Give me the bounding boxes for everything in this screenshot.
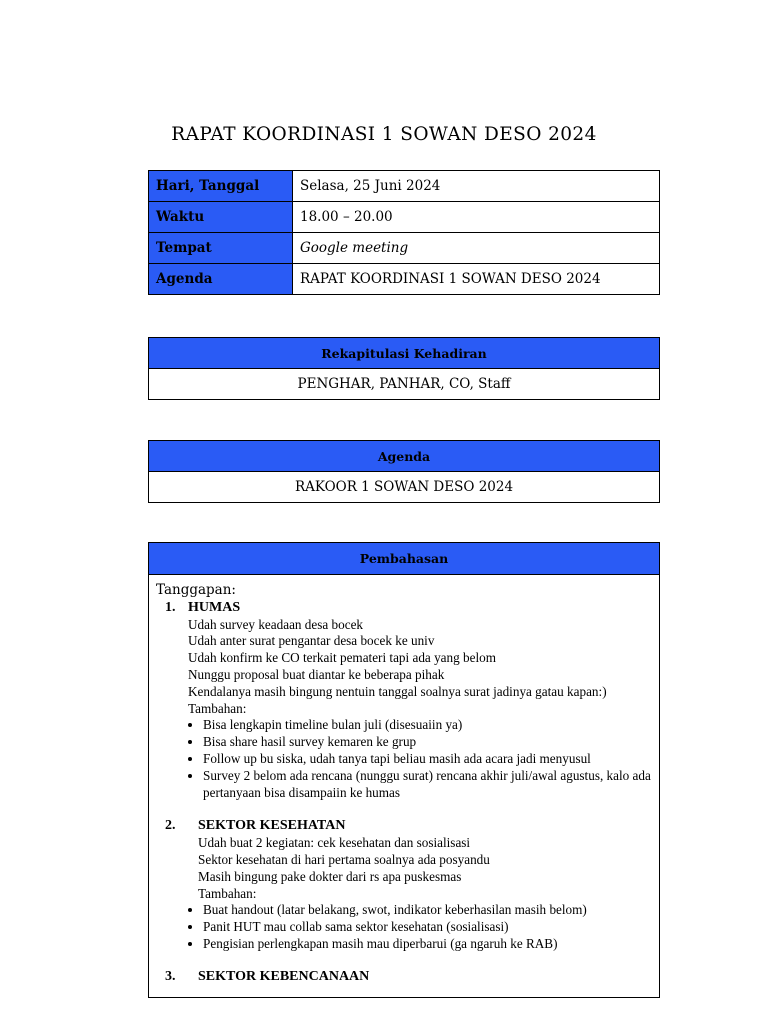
info-value: Selasa, 25 Juni 2024	[293, 171, 660, 202]
info-value: Google meeting	[293, 233, 660, 264]
section-line: Udah buat 2 kegiatan: cek kesehatan dan sosialisasi	[198, 835, 471, 851]
section-title	[156, 600, 659, 617]
section-title	[156, 818, 659, 835]
info-label: Agenda	[149, 264, 293, 295]
section-title-text: SEKTOR KEBENCANAAN	[198, 968, 370, 984]
bullet-item: • Survey 2 belom ada rencana (nunggu surat) rencana akhir juli/awal agustus, kalo ada pertanyaan bisa disampaiin ke humas	[203, 768, 657, 802]
section-number: 2.	[165, 818, 176, 834]
attendance-table	[148, 337, 660, 400]
info-row-agenda	[149, 264, 660, 295]
agenda-table	[148, 440, 660, 503]
info-value: RAPAT KOORDINASI 1 SOWAN DESO 2024	[293, 264, 660, 295]
section-humas	[156, 600, 659, 802]
bullet-item: • Buat handout (latar belakang, swot, indikator keberhasilan masih belom)	[203, 902, 659, 919]
section-title-text: HUMAS	[188, 599, 241, 615]
section-number: 1.	[165, 599, 176, 615]
section-line: Kendalanya masih bingung nentuin tanggal soalnya surat jadinya gatau kapan:)	[188, 683, 607, 699]
discussion-header: Pembahasan	[149, 543, 659, 575]
info-value: 18.00 – 20.00	[293, 202, 660, 233]
discussion-box	[148, 542, 660, 998]
bullet-item: • Bisa share hasil survey kemaren ke grup	[203, 734, 657, 751]
section-bullets	[156, 902, 659, 952]
section-line: Tambahan:	[188, 700, 247, 716]
info-row-date	[149, 171, 660, 202]
info-row-place	[149, 233, 660, 264]
section-bullets	[156, 717, 659, 801]
agenda-header: Agenda	[149, 441, 660, 472]
responses-label: Tanggapan:	[156, 582, 236, 598]
section-lines	[156, 617, 659, 718]
section-line: Udah konfirm ke CO terkait pemateri tapi ada yang belom	[188, 650, 496, 666]
section-line: Tambahan:	[198, 885, 257, 901]
section-line: Sektor kesehatan di hari pertama soalnya ada posyandu	[198, 851, 490, 867]
bullet-item: • Panit HUT mau collab sama sektor kesehatan (sosialisasi)	[203, 919, 659, 936]
info-label: Hari, Tanggal	[149, 171, 293, 202]
section-line: Nunggu proposal buat diantar ke beberapa pihak	[188, 666, 445, 682]
section-title	[156, 969, 659, 986]
bullet-item: • Follow up bu siska, udah tanya tapi beliau masih ada acara jadi menyusul	[203, 751, 657, 768]
info-label: Tempat	[149, 233, 293, 264]
info-label: Waktu	[149, 202, 293, 233]
bullet-item: • Bisa lengkapin timeline bulan juli (disesuaiin ya)	[203, 717, 657, 734]
section-line: Masih bingung pake dokter dari rs apa puskesmas	[198, 868, 462, 884]
meeting-info-table	[148, 170, 660, 295]
agenda-value: RAKOOR 1 SOWAN DESO 2024	[149, 472, 660, 503]
section-number: 3.	[165, 968, 176, 984]
section-lines	[156, 835, 659, 902]
discussion-body	[149, 575, 659, 986]
section-title-text: SEKTOR KESEHATAN	[198, 818, 346, 834]
attendance-value: PENGHAR, PANHAR, CO, Staff	[149, 369, 660, 400]
section-line: Udah anter surat pengantar desa bocek ke univ	[188, 633, 435, 649]
bullet-item: • Pengisian perlengkapan masih mau diperbarui (ga ngaruh ke RAB)	[203, 936, 659, 953]
info-row-time	[149, 202, 660, 233]
attendance-header: Rekapitulasi Kehadiran	[149, 338, 660, 369]
section-line: Udah survey keadaan desa bocek	[188, 616, 364, 632]
section-kesehatan	[156, 818, 659, 952]
section-kebencanaan	[156, 969, 659, 986]
document-title: RAPAT KOORDINASI 1 SOWAN DESO 2024	[171, 124, 597, 145]
